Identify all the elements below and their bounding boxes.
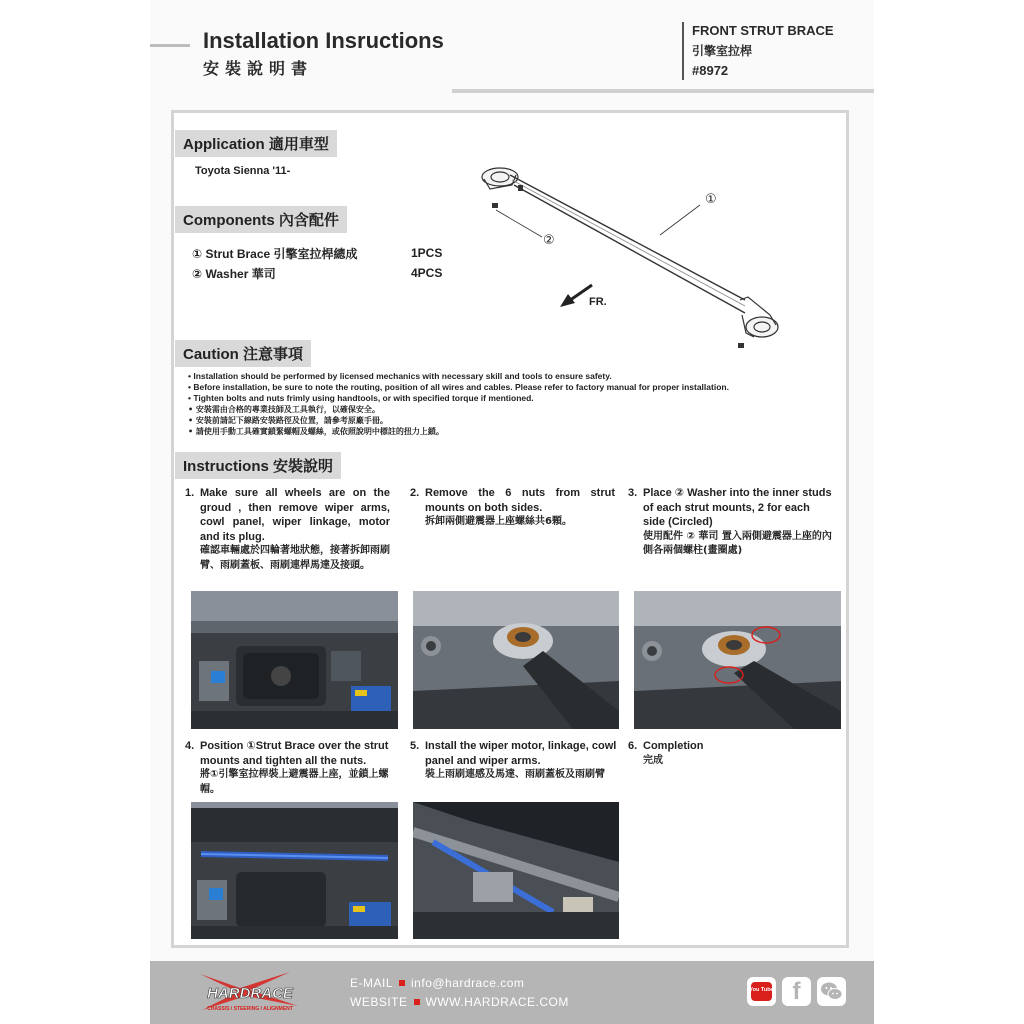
step-6 <box>628 739 833 768</box>
website-link[interactable]: WWW.HARDRACE.COM <box>425 995 569 1009</box>
step-text-en: Make sure all wheels are on the groud , then remove wiper arms, cowl panel, wiper linkage, motor and its plug. <box>200 487 390 543</box>
website-label: WEBSITE <box>350 995 408 1009</box>
part-number: #8972 <box>692 63 729 78</box>
step-1 <box>185 486 390 573</box>
component-label-1: ① Strut Brace 引擎室拉桿總成 <box>192 247 358 261</box>
instructions-heading: Instructions 安裝說明 <box>175 452 341 479</box>
step-text-zh: 完成 <box>643 754 663 766</box>
step-number: 4. <box>185 740 195 752</box>
photo-strut-mount-nuts <box>413 591 619 729</box>
step-4 <box>185 739 395 797</box>
photo-washer-circled <box>634 591 841 729</box>
components-heading: Components 內含配件 <box>175 206 347 233</box>
facebook-glyph: f <box>792 977 801 1005</box>
email-label: E-MAIL <box>350 976 394 990</box>
photo-wiper-installed <box>413 802 619 939</box>
step-number: 6. <box>628 740 638 752</box>
product-name-zh: 引擎室拉桿 <box>692 44 753 58</box>
strut-brace-diagram <box>470 155 800 365</box>
component-label-2: ② Washer 華司 <box>192 267 276 281</box>
step-number: 5. <box>410 740 420 752</box>
step-text-en: Position ①Strut Brace over the strut mounts and tighten all the nuts. <box>200 740 389 767</box>
step-text-zh: 裝上雨刷連感及馬達、雨刷蓋板及雨刷臂 <box>425 769 605 780</box>
caution-list <box>188 371 729 437</box>
caution-item: • Before installation, be sure to note the routing, position of all wires and cables. Please refer to factory manual for proper installation. <box>188 382 729 393</box>
step-5 <box>410 739 620 783</box>
page-title-zh: 安裝說明書 <box>203 59 314 78</box>
direction-label: FR. <box>589 296 607 308</box>
header-rule-left <box>150 44 190 47</box>
header-divider <box>682 22 684 80</box>
application-vehicle: Toyota Sienna '11- <box>195 165 291 177</box>
step-text-en: Install the wiper motor, linkage, cowl panel and wiper arms. <box>425 740 617 767</box>
wechat-icon[interactable] <box>817 977 846 1006</box>
caution-item: • 安裝需由合格的專業技師及工具執行，以確保安全。 <box>188 404 729 415</box>
header-rule-right <box>452 89 874 93</box>
bullet-square <box>414 999 420 1005</box>
caution-item: • Tighten bolts and nuts frimly using handtools, or with specified torque if mentioned. <box>188 393 729 404</box>
caution-item: • 請使用手動工具確實鎖緊螺帽及螺絲，或依照說明中標註的扭力上鎖。 <box>188 426 729 437</box>
callout-washer: ② <box>543 232 555 247</box>
application-heading: Application 適用車型 <box>175 130 337 157</box>
website-line <box>350 995 569 1009</box>
youtube-icon-text: You Tube <box>749 987 774 993</box>
step-text-en: Place ② Washer into the inner studs of each strut mounts, 2 for each side (Circled) <box>643 487 832 528</box>
step-text-zh: 使用配件 ② 華司 置入兩側避震器上座的內側各兩個螺柱(畫圈處) <box>643 530 832 556</box>
page-title: Installation Insructions <box>203 28 444 53</box>
logo-wordmark: HARDRACE <box>207 985 293 1002</box>
step-text-en: Completion <box>643 740 704 752</box>
step-number: 2. <box>410 487 420 499</box>
step-text-en: Remove the 6 nuts from strut mounts on both sides. <box>425 487 615 514</box>
facebook-icon[interactable] <box>782 977 811 1006</box>
step-3 <box>628 486 833 559</box>
step-text-zh: 拆卸兩側避震器上座螺絲共6顆。 <box>425 516 572 527</box>
caution-heading: Caution 注意事項 <box>175 340 311 367</box>
product-name: FRONT STRUT BRACE <box>692 23 834 38</box>
step-number: 3. <box>628 487 638 499</box>
caution-item: • 安裝前請記下線路安裝路徑及位置，請參考原廠手冊。 <box>188 415 729 426</box>
step-number: 1. <box>185 487 195 499</box>
step-2 <box>410 486 615 530</box>
hardrace-logo <box>180 968 320 1014</box>
step-text-zh: 確認車輛處於四輪著地狀態，接著拆卸雨刷臂、雨刷蓋板、雨刷連桿馬達及接頭。 <box>200 545 390 571</box>
email-line <box>350 976 524 990</box>
caution-item: • Installation should be performed by licensed mechanics with necessary skill and tools to ensure safety. <box>188 371 729 382</box>
callout-strut-brace: ① <box>705 191 717 206</box>
youtube-icon[interactable] <box>747 977 776 1006</box>
email-link[interactable]: info@hardrace.com <box>411 976 525 990</box>
step-text-zh: 將①引擎室拉桿裝上避震器上座，並鎖上螺帽。 <box>200 769 389 795</box>
bullet-square <box>399 980 405 986</box>
photo-engine-bay-removed <box>191 591 398 729</box>
photo-brace-installed <box>191 802 398 939</box>
component-qty-1: 1PCS <box>411 246 443 260</box>
component-qty-2: 4PCS <box>411 266 443 280</box>
product-info <box>692 21 834 81</box>
logo-tagline: CHASSIS / STEERING / ALIGNMENT <box>207 1006 293 1012</box>
